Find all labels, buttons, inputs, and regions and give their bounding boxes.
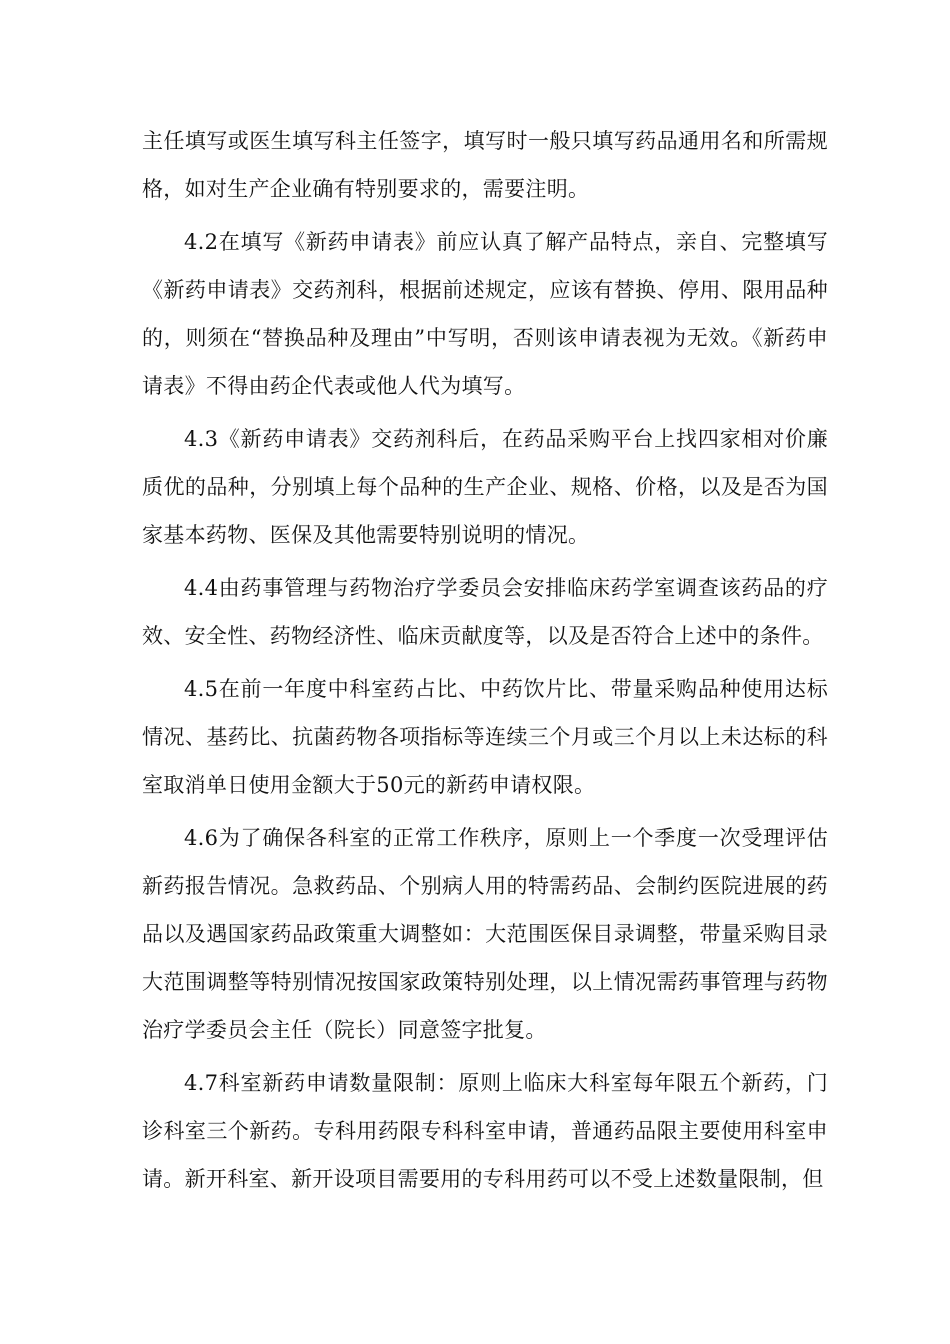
document-body (142, 117, 828, 1203)
paragraph-4-6: 4.6为了确保各科室的正常工作秩序，原则上一个季度一次受理评估新药报告情况。急救药品、个别病人用的特需药品、会制约医院进展的药品以及遇国家药品政策重大调整如：大范围医保目录调整，带量采购目录大范围调整等特别情况按国家政策特别处理，以上情况需药事管理与药物治疗学委员会主任（院长）同意签字批复。 (142, 826, 828, 1042)
paragraph-4-3: 4.3《新药申请表》交药剂科后，在药品采购平台上找四家相对价廉质优的品种，分别填上每个品种的生产企业、规格、价格，以及是否为国家基本药物、医保及其他需要特别说明的情况。 (142, 427, 828, 547)
paragraph-4-7: 4.7科室新药申请数量限制：原则上临床大科室每年限五个新药，门诊科室三个新药。专科用药限专科科室申请，普通药品限主要使用科室申请。新开科室、新开设项目需要用的专科用药可以不受上述数量限制，但 (142, 1071, 828, 1191)
paragraph-4-5: 4.5在前一年度中科室药占比、中药饮片比、带量采购品种使用达标情况、基药比、抗菌药物各项指标等连续三个月或三个月以上未达标的科室取消单日使用金额大于50元的新药申请权限。 (142, 677, 828, 797)
paragraph-4-4: 4.4由药事管理与药物治疗学委员会安排临床药学室调查该药品的疗效、安全性、药物经济性、临床贡献度等，以及是否符合上述中的条件。 (142, 576, 828, 648)
paragraph-4-2: 4.2在填写《新药申请表》前应认真了解产品特点，亲自、完整填写《新药申请表》交药剂科，根据前述规定，应该有替换、停用、限用品种的，则须在“替换品种及理由”中写明，否则该申请表视为无效。《新药申请表》不得由药企代表或他人代为填写。 (142, 230, 828, 398)
paragraph-continued: 主任填写或医生填写科主任签字，填写时一般只填写药品通用名和所需规格，如对生产企业确有特别要求的，需要注明。 (142, 129, 828, 201)
